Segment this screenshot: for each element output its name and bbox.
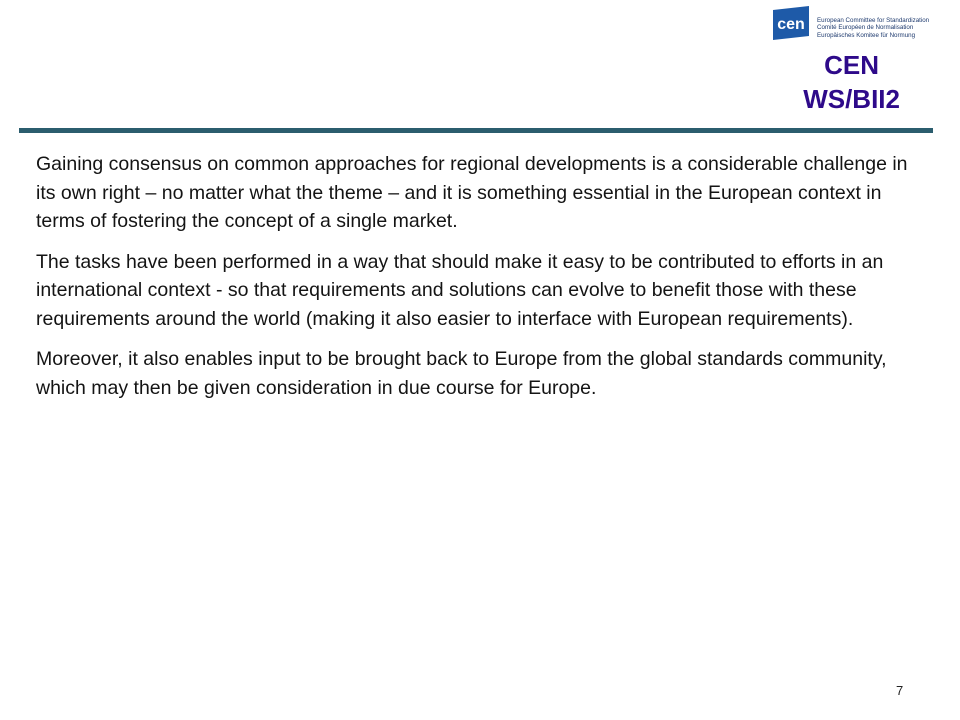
body-paragraph-3: Moreover, it also enables input to be brought back to Europe from the global standards community, which may then be given consideration in due course for Europe. xyxy=(36,348,887,399)
cen-logo-line-de: Europäisches Komitee für Normung xyxy=(817,31,916,39)
header-divider xyxy=(19,128,933,133)
body-paragraph-2: The tasks have been performed in a way that should make it easy to be contributed to efforts in an international context - so that requirements and solutions can evolve to benefit those with these requirements around the world (making it also easier to interface with European requirements). xyxy=(36,250,884,330)
cen-logo-mark xyxy=(771,6,811,40)
slide-title-line-2: WS/BII2 xyxy=(803,84,900,114)
slide-title-line-1: CEN xyxy=(824,50,880,80)
page-number: 7 xyxy=(896,683,904,698)
cen-logo-line-en: European Committee for Standardization xyxy=(817,17,930,24)
slide-title xyxy=(803,48,900,116)
slide-body xyxy=(36,150,916,414)
body-paragraph-1: Gaining consensus on common approaches for regional developments is a considerable challenge in its own right – no matter what the theme – and it is something essential in the European context in terms of fostering the concept of a single market. xyxy=(36,153,908,232)
cen-logo-text xyxy=(817,17,935,39)
cen-logo-line-fr: Comité Européen de Normalisation xyxy=(817,24,914,32)
cen-logo-mark-text: cen xyxy=(777,16,805,33)
cen-logo xyxy=(771,6,931,42)
